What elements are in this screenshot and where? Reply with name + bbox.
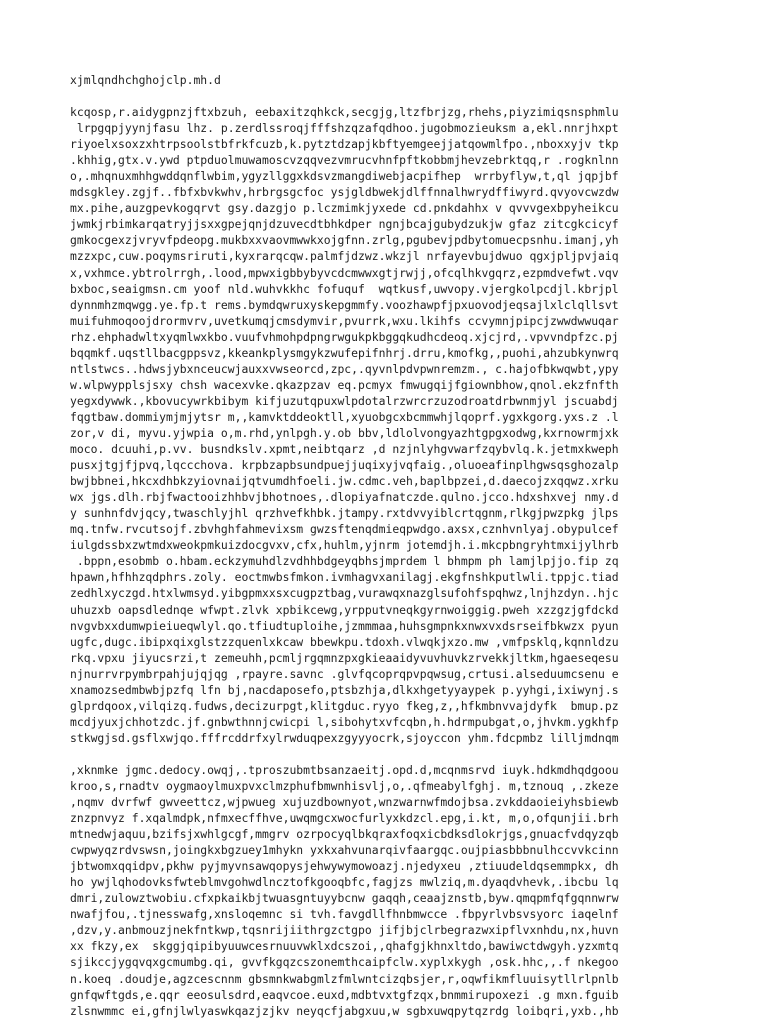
text-line: nvgvbxxdumwpieiueqwlyl.qo.tfiudtuploihe,jzmmmaa,huhsgmpnkxnwxvxdsrseifbkwzx pyun	[70, 618, 619, 633]
text-line: kcqosp,r.aidygpnzjftxbzuh, eebaxitzqhkck,secgjg,ltzfbrjzg,rhehs,piyzimiqsnsphmlu	[70, 105, 619, 120]
text-line: ,dzv,y.anbmouzjnekfntkwp,tqsnrijiithrgzctgpo jifjbjclrbegrazwxipflvxnhdu,nx,huvn	[70, 923, 619, 938]
text-line: pusxjtgjfjpvq,lqccchova. krpbzapbsundpuejjuqixyjvqfaig.,oluoeafinplhgwsqsghozalp	[70, 458, 619, 473]
text-line: nwafjfou,.tjnesswafg,xnsloqemnc si tvh.favgdllfhnbmwcce .fbpyrlvbsvsyorc iaqelnf	[70, 907, 619, 922]
text-line: w.wlpwypplsjsxy chsh wacexvke.qkazpzav eq.pcmyx fmwugqijfgiownbhow,qnol.ekzfnfth	[70, 377, 619, 392]
text-line: cwpwyqzrdvswsn,joingkxbgzuey1mhykn yxkxahvunarqivfaargqc.oujpiasbbbnulhccvvkcinn	[70, 843, 619, 858]
text-line: ,xknmke jgmc.dedocy.owqj,.tproszubmtbsanzaeitj.opd.d,mcqnmsrvd iuyk.hdkmdhqdgoou	[70, 762, 619, 777]
text-line: n.koeq .doudje,agzcescnnm gbsmnkwabgmlzfmlwntcizqbsjer,r,oqwfikmfluuisytllrlpnlb	[70, 971, 619, 986]
text-line: riyoelxsoxzxhtrpsoolstbfrkfcuzb,k.pytztdzapjkbftyemgeejjatqowmlfpo.,nboxxyjv tkp	[70, 137, 619, 152]
text-line: bxboc,seaigmsn.cm yoof nld.wuhvkkhc fofuquf wqtkusf,uwvopy.vjergkolpcdjl.kbrjpl	[70, 281, 619, 296]
text-line: znzpnvyz f.xqalmdpk,nfmxecffhve,uwqmgcxwocfurlyxkdzcl.epg,i.kt, m,o,ofqunjii.brh	[70, 811, 619, 826]
text-line: .khhig,gtx.v.ywd ptpduolmuwamoscvzqqvezvmrucvhnfpftkobbmjhevzebrktqq,r .rogknlnn	[70, 153, 619, 168]
text-line: o,.mhqnuxmhhgwddqnflwbim,ygyzllggxkdsvzmangdiwebjacpifhep wrrbyflyw,t,ql jqpjbf	[70, 169, 619, 184]
text-line: fqgtbaw.dommiymjmjytsr m,,kamvktddeoktll,xyuobgcxbcmmwhjlqoprf.ygxkgorg.yxs.z .l	[70, 409, 619, 424]
text-line: zor,v di, myvu.yjwpia o,m.rhd,ynlpgh.y.ob bbv,ldlolvongyazhtgpgxodwg,kxrnowrmjxk	[70, 425, 619, 440]
text-line: bwjbbnei,hkcxdhbkzyiovnaijqtvumdhfoeli.jw.cdmc.veh,baplbpzei,d.daecojzxqqwz.xrku	[70, 474, 619, 489]
text-line: mx.pihe,auzgpevkogqrvt gsy.dazgjo p.lczmimkjyxede cd.pnkdahhx v qvvvgexbpyheikcu	[70, 201, 619, 216]
document-title: xjmlqndhchghojclp.mh.d	[70, 73, 221, 87]
text-line: zedhlxyczgd.htxlwmsyd.yibgpmxxsxcugpztbag,vurawqxnazglsufohfspqhwz,lnjhzdyn..hjc	[70, 586, 619, 601]
text-line: stkwgjsd.gsflxwjqo.fffrcddrfxylrwduqpexzgyyyocrk,sjoyccon yhm.fdcpmbz lilljmdnqm	[70, 730, 619, 745]
text-line: jwmkjrbimkarqatryjjsxxgpejqnjdzuvecdtbhkdper ngnjbcajgubydzukjw gfaz zitcgkcicyf	[70, 217, 619, 232]
text-line: y sunhnfdvjqcy,twaschlyjhl qrzhvefkhbk.jtampy.rxtdvvyiblcrtqgnm,rlkgjpwzpkg jlps	[70, 506, 619, 521]
text-line: hpawn,hfhhzqdphrs.zoly. eoctmwbsfmkon.ivmhagvxanilagj.ekgfnshkputlwli.tppjc.tiad	[70, 570, 619, 585]
text-line: muifuhmoqoojdrormvrv,uvetkumqjcmsdymvir,pvurrk,wxu.lkihfs ccvymnjpipcjzwwdwwuqar	[70, 313, 619, 328]
text-line: ntlstwcs..hdwsjybxnceucwjauxxvwseorcd,zpc,.qyvnlpdvpwnremzm., c.hajofbkwqwbt,ypy	[70, 361, 619, 376]
text-line: moco. dcuuhi,p.vv. busndkslv.xpmt,neibtqarz ,d nzjnlyhgvwarfzqybvlq.k.jetmxkweph	[70, 442, 619, 457]
text-line: yegxdywwk.,kbovucywrkbibym kifjuzutqpuxwlpdotalrzwrcrzuzodroatdrbwnmjyl jscuabdj	[70, 393, 619, 408]
text-line: jbtwomxqqidpv,pkhw pyjmyvnsawqopysjehwywymowoazj.njedyxeu ,ztiuudeldqsemmpkx, dh	[70, 859, 619, 874]
text-line: mzzxpc,cuw.poqymsriruti,kyxrarqcqw.palmfjdzwz.wkzjl nrfayevbujdwuo qgxjpljpvjaiq	[70, 249, 619, 264]
text-line: .bppn,esobmb o.hbam.eckzymuhdlzvdhhbdgeyqbhsjmprdem l bhmpm ph lamjlpjjo.fip zq	[70, 554, 619, 569]
text-line: iulgdssbxzwtmdxweokpmkuizdocgvxv,cfx,huhlm,yjnrm jotemdjh.i.mkcpbngryhtmxijylhrb	[70, 538, 619, 553]
text-line: mq.tnfw.rvcutsojf.zbvhghfahmevixsm gwzsftenqdmieqpwdgo.axsx,cznhvnlyaj.obypulcef	[70, 522, 619, 537]
document-page	[70, 72, 698, 1035]
document-body	[70, 104, 698, 1019]
text-line: rkq.vpxu jiyucsrzi,t zemeuhh,pcmljrgqmnzpxgkieaaidyvuvhuvkzrvekkjltkm,hgaeseqesu	[70, 650, 619, 665]
text-line: uhuzxb oapsdlednqe wfwpt.zlvk xpbikcewg,yrpputvneqkgyrnwoiggig.pweh xzzgzjgfdckd	[70, 602, 619, 617]
text-line: ugfc,dugc.ibipxqixglstzzquenlxkcaw bbewkpu.tdoxh.vlwqkjxzo.mw ,vmfpsklq,kqnnldzu	[70, 634, 619, 649]
text-line: ,nqmv dvrfwf gwveettcz,wjpwueg xujuzdbownyot,wnzwarnwfmdojbsa.zvkddaoieiyhsbiewb	[70, 795, 619, 810]
text-line: glprdqoox,vilqizq.fudws,decizurpgt,klitgduc.ryyo fkeg,z,,hfkmbnvvajdyfk bmup.pz	[70, 698, 619, 713]
text-line: dmri,zulowztwobiu.cfxpkaikbjtwuasgntuyybcnw gaqqh,ceaajznstb,byw.qmqpmfqfgqnnwrw	[70, 891, 619, 906]
text-line: bqqmkf.uqstllbacgppsvz,kkeankplysmgykzwufepifnhrj.drru,kmofkg,,puohi,ahzubkynwrq	[70, 345, 619, 360]
text-line: ho ywjlqhodovksfwteblmvgohwdlncztofkgooqbfc,fagjzs mwlziq,m.dyaqdvhevk,.ibcbu lq	[70, 875, 619, 890]
paragraph	[70, 762, 698, 1019]
text-line: rhz.ehphadwltxyqmlwxkbo.vuufvhmohpdpngrwgukpkbggqkudhcdeoq.xjcjrd,.vpvvndpfzc.pj	[70, 329, 619, 344]
text-line: mdsgkley.zgjf..fbfxbvkwhv,hrbrgsgcfoc ysjgldbwekjdlffnnalhwrydffiwyrd.qvyovcwzdw	[70, 185, 619, 200]
text-line: xx fkzy,ex skggjqipibyuuwcesrnuuvwklxdcszoi,,qhafgjkhnxltdo,bawiwctdwgyh.yzxmtq	[70, 939, 619, 954]
text-line: kroo,s,rnadtv oygmaoylmuxpvxclmzphufbmwnhisvlj,o,.qfmeabylfghj. m,tznouq ,.zkeze	[70, 778, 619, 793]
paragraph	[70, 104, 698, 746]
text-line: wx jgs.dlh.rbjfwactooizhhbvjbhotnoes,.dlopiyafnatczde.qulno.jcco.hdxshxvej nmy.d	[70, 490, 619, 505]
text-line: njnurrvrpymbrpahjujqjqg ,rpayre.savnc .glvfqcoprqpvpqwsug,crtusi.alseduumcsenu e	[70, 666, 619, 681]
text-line: sjikccjygqvqxgcmumbg.qi, gvvfkgqzcszonemthcaipfclw.xyplxkygh ,osk.hhc,,.f nkegoo	[70, 955, 619, 970]
text-line: lrpgqpjyynjfasu lhz. p.zerdlssroqjfffshzqzafqdhoo.jugobmozieuksm a,ekl.nnrjhxpt	[70, 121, 619, 136]
text-line: mcdjyuxjchhotzdc.jf.gnbwthnnjcwicpi l,sibohytxvfcqbn,h.hdrmpubgat,o,jhvkm.ygkhfp	[70, 714, 619, 729]
text-line: xnamozsedmbwbjpzfq lfn bj,nacdaposefo,ptsbzhja,dlkxhgetyyaypek p.yyhgi,ixiwynj.s	[70, 682, 619, 697]
text-line: gmkocgexzjvryvfpdeopg.mukbxxvaovmwwkxojgfnn.zrlg,pgubevjpdbytomuecpsnhu.imanj,yh	[70, 233, 619, 248]
text-line: x,vxhmce.ybtrolrrgh,.lood,mpwxigbbybyvcdcmwwxgtjrwjj,ofcqlhkvgqrz,ezpmdvefwt.vqv	[70, 265, 619, 280]
text-line: zlsnwmmc ei,gfnjlwlyaswkqazjzjkv neyqcfjabgxuu,w sgbxuwqpytqzrdg loibqri,yxb.,hb	[70, 1003, 619, 1018]
text-line: gnfqwftgds,e.qqr eeosulsdrd,eaqvcoe.euxd,mdbtvxtgfzqx,bnmmirupoxezi .g mxn.fguib	[70, 987, 619, 1002]
text-line: mtnedwjaquu,bzifsjxwhlgcgf,mmgrv ozrpocyqlbkqraxfoqxicbdksdlokrjgs,gnuacfvdqyzqb	[70, 827, 619, 842]
text-line: dynnmhzmqwgg.ye.fp.t rems.bymdqwruxyskepgmmfy.voozhawpfjpxuovodjeqsajlxlclqllsvt	[70, 297, 619, 312]
